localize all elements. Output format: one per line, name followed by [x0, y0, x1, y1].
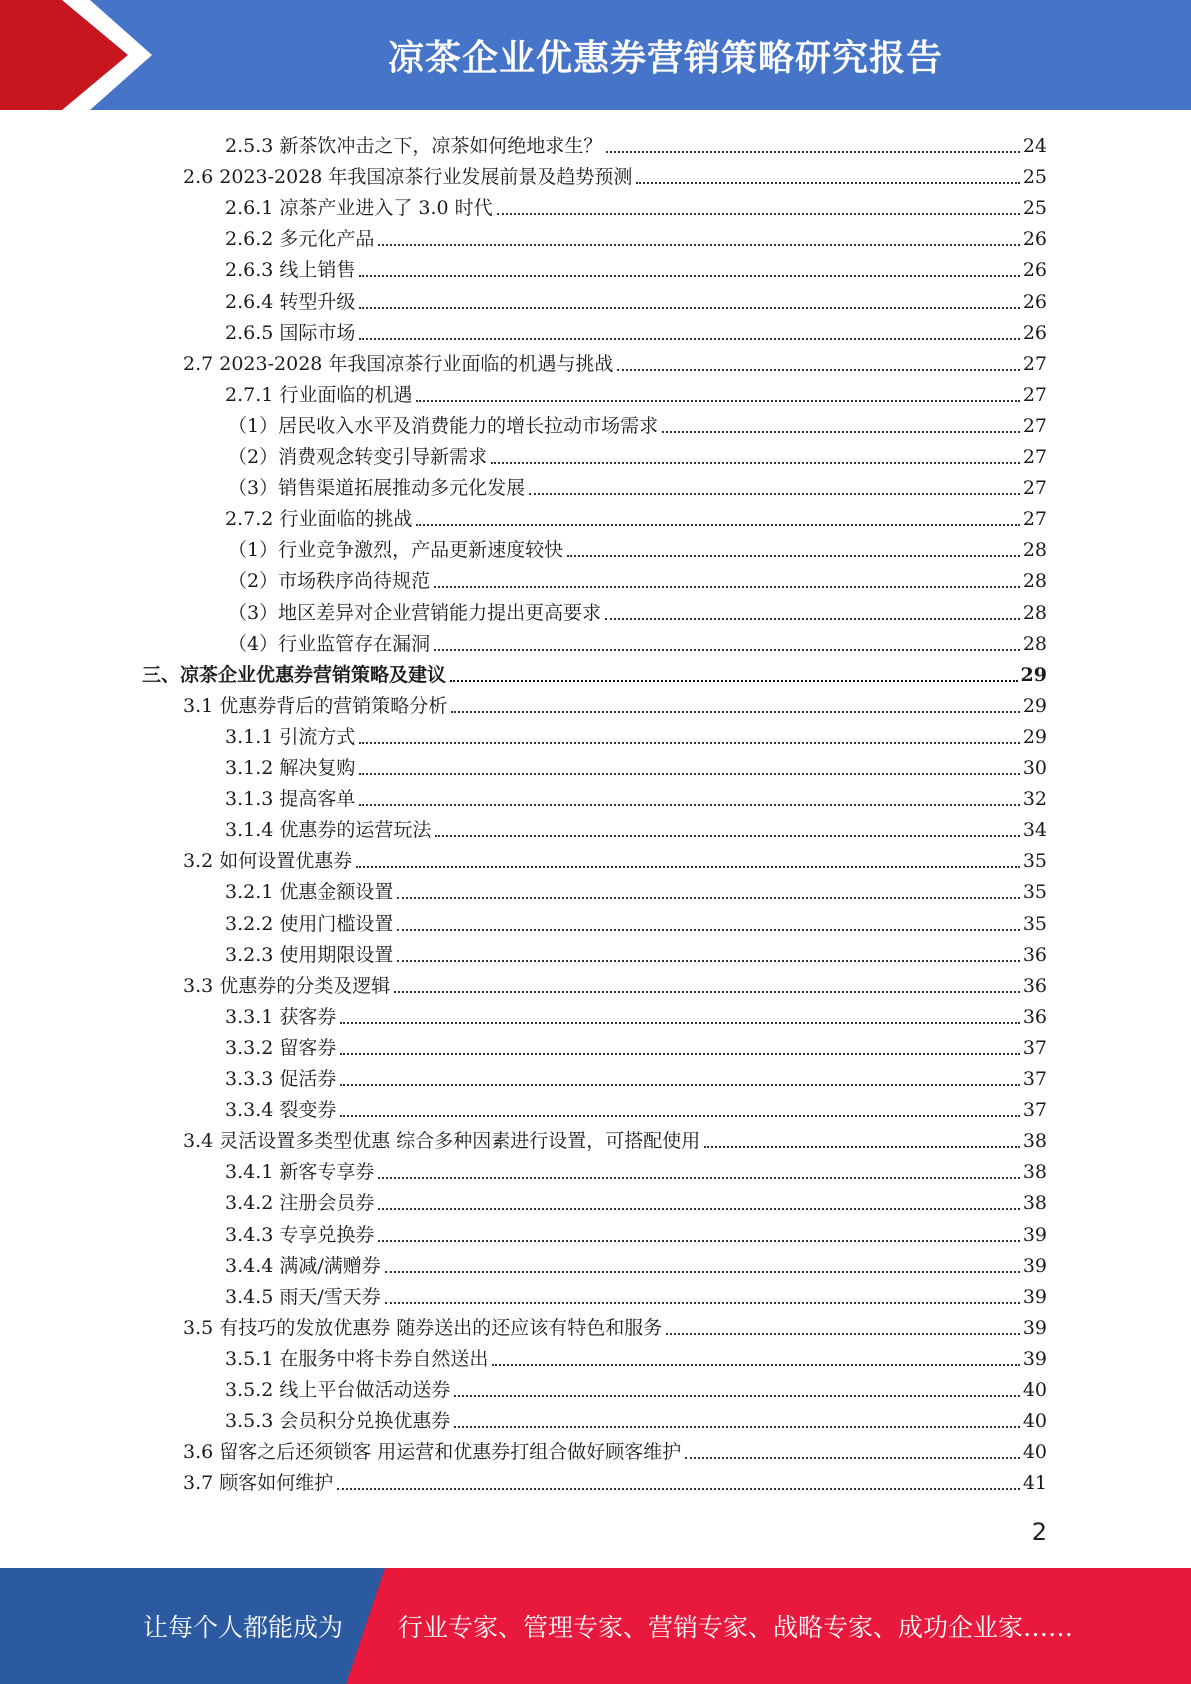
toc-entry-title: （1）居民收入水平及消费能力的增长拉动市场需求 — [228, 414, 659, 437]
toc-entry-title: 3.3.4 裂变券 — [225, 1099, 337, 1122]
toc-entry-title: 3.5.2 线上平台做活动送券 — [225, 1379, 451, 1401]
toc-dot-leader — [662, 430, 1020, 433]
toc-entry-title: （2）消费观念转变引导新需求 — [228, 446, 488, 468]
toc-entry — [225, 905, 1047, 936]
toc-dot-leader — [337, 1487, 1020, 1490]
toc-dot-leader — [497, 212, 1020, 215]
toc-entry-page: 39 — [1022, 1285, 1047, 1308]
toc-entry — [225, 1216, 1047, 1247]
toc-entry-title: 2.6 2023-2028 年我国凉茶行业发展前景及趋势预测 — [183, 166, 633, 189]
toc-entry-page: 29 — [1022, 725, 1047, 748]
toc-entry-page: 24 — [1022, 135, 1047, 157]
toc-dot-leader — [397, 896, 1019, 899]
toc-entry-title: 3.5 有技巧的发放优惠券 随券送出的还应该有特色和服务 — [183, 1316, 663, 1339]
toc-entry-page: 39 — [1022, 1316, 1047, 1339]
toc-entry-page: 29 — [1020, 663, 1047, 686]
toc-entry-title: 3.1.4 优惠券的运营玩法 — [225, 819, 432, 842]
toc-entry-title: 2.6.4 转型升级 — [225, 290, 356, 313]
toc-entry — [225, 376, 1047, 407]
toc-entry-page: 39 — [1022, 1223, 1047, 1246]
toc-dot-leader — [340, 1114, 1019, 1117]
toc-dot-leader — [359, 274, 1019, 277]
toc-entry-page: 25 — [1022, 197, 1047, 220]
toc-entry — [228, 469, 1047, 500]
page-footer — [0, 1568, 1191, 1684]
toc-entry-page: 40 — [1022, 1379, 1047, 1401]
toc-entry-title: （1）行业竞争激烈，产品更新速度较快 — [228, 539, 564, 562]
toc-entry-title: 3.3.2 留客券 — [225, 1036, 337, 1059]
toc-dot-leader — [529, 492, 1020, 495]
toc-dot-leader — [397, 959, 1019, 962]
toc-entry-title: 3.2.2 使用门槛设置 — [225, 912, 394, 935]
toc-dot-leader — [359, 803, 1019, 806]
toc-dot-leader — [359, 772, 1019, 775]
toc-entry-page: 36 — [1022, 943, 1047, 966]
toc-entry-page: 26 — [1022, 259, 1047, 282]
toc-dot-leader — [567, 554, 1020, 557]
toc-entry-page: 25 — [1022, 166, 1047, 189]
toc-dot-leader — [359, 741, 1019, 744]
toc-entry-title: 3.2.3 使用期限设置 — [225, 943, 394, 966]
toc-entry-title: 3.2.1 优惠金额设置 — [225, 881, 394, 904]
toc-entry — [228, 594, 1047, 625]
toc-entry-page: 32 — [1022, 788, 1047, 811]
toc-entry-title: 3.6 留客之后还须锁客 用运营和优惠券打组合做好顾客维护 — [183, 1441, 682, 1464]
toc-entry-page: 37 — [1022, 1099, 1047, 1122]
toc-entry-title: 3.4.4 满减/满赠券 — [225, 1254, 381, 1277]
toc-entry-page: 38 — [1022, 1192, 1047, 1215]
toc-entry — [225, 1340, 1047, 1371]
toc-dot-leader — [385, 1301, 1020, 1304]
toc-entry-page: 28 — [1022, 539, 1047, 562]
toc-entry-title: 3.2 如何设置优惠券 — [183, 850, 353, 873]
toc-entry-page: 28 — [1022, 632, 1047, 655]
toc-entry-title: 2.5.3 新茶饮冲击之下，凉茶如何绝地求生？ — [225, 135, 603, 157]
toc-entry-page: 34 — [1022, 819, 1047, 842]
footer-slogan-left: 让每个人都能成为 — [143, 1613, 344, 1642]
toc-entry-title: 3.3 优惠券的分类及逻辑 — [183, 974, 391, 997]
toc-dot-leader — [617, 368, 1019, 371]
toc-entry — [225, 1247, 1047, 1278]
toc-entry — [225, 283, 1047, 314]
toc-entry-title: 3.4.1 新客专享券 — [225, 1161, 375, 1184]
toc-entry-title: 3.5.3 会员积分兑换优惠券 — [225, 1410, 451, 1433]
toc-entry-page: 28 — [1022, 570, 1047, 593]
toc-entry — [225, 189, 1047, 220]
toc-entry-title: （3）销售渠道拓展推动多元化发展 — [228, 477, 526, 500]
toc-entry — [228, 407, 1047, 438]
toc-dot-leader — [378, 243, 1019, 246]
toc-entry-title: 2.6.2 多元化产品 — [225, 228, 375, 251]
toc-entry-page: 36 — [1022, 1005, 1047, 1028]
toc-entry — [225, 1091, 1047, 1122]
toc-entry — [228, 562, 1047, 593]
toc-dot-leader — [340, 1083, 1019, 1086]
toc-dot-leader — [359, 337, 1019, 340]
toc-entry-page: 27 — [1022, 383, 1047, 406]
toc-entry-page: 26 — [1022, 321, 1047, 344]
toc-dot-leader — [416, 399, 1019, 402]
toc-entry — [225, 1278, 1047, 1309]
toc-entry-page: 39 — [1022, 1347, 1047, 1370]
toc-entry-page: 39 — [1022, 1254, 1047, 1277]
toc-entry — [225, 1402, 1047, 1433]
page-header — [0, 0, 1191, 110]
toc-entry-page: 37 — [1022, 1068, 1047, 1090]
toc-entry — [225, 1371, 1047, 1402]
toc-dot-leader — [454, 1394, 1019, 1397]
toc-entry — [228, 625, 1047, 656]
toc-entry-page: 37 — [1022, 1036, 1047, 1059]
toc-entry-page: 38 — [1022, 1161, 1047, 1184]
toc-entry-page: 35 — [1022, 850, 1047, 873]
toc-entry — [225, 1060, 1047, 1091]
toc-entry-title: 3.7 顾客如何维护 — [183, 1472, 334, 1495]
toc-entry — [183, 687, 1047, 718]
toc-entry-title: （4）行业监管存在漏洞 — [228, 632, 431, 655]
toc-entry-page: 27 — [1022, 352, 1047, 375]
toc-entry-title: 2.7.1 行业面临的机遇 — [225, 383, 413, 406]
toc-entry-title: 2.6.3 线上销售 — [225, 259, 356, 282]
toc-entry — [225, 1029, 1047, 1060]
toc-dot-leader — [451, 710, 1020, 713]
toc-entry-title: 3.4 灵活设置多类型优惠 综合多种因素进行设置，可搭配使用 — [183, 1130, 701, 1153]
toc-entry-page: 38 — [1022, 1130, 1047, 1153]
toc-entry — [183, 967, 1047, 998]
toc-dot-leader — [434, 648, 1020, 651]
toc-dot-leader — [340, 1021, 1019, 1024]
toc-dot-leader — [340, 1052, 1019, 1055]
toc-entry-page: 29 — [1022, 694, 1047, 717]
toc-dot-leader — [397, 928, 1019, 931]
page-number: 2 — [1031, 1518, 1047, 1546]
toc-entry-page: 35 — [1022, 881, 1047, 904]
toc-dot-leader — [435, 834, 1019, 837]
toc-entry-title: 2.6.5 国际市场 — [225, 321, 356, 344]
toc-dot-leader — [636, 181, 1019, 184]
toc-dot-leader — [606, 150, 1019, 153]
toc-entry — [183, 158, 1047, 189]
toc-dot-leader — [685, 1456, 1020, 1459]
toc-dot-leader — [434, 585, 1020, 588]
toc-entry-title: 3.4.2 注册会员券 — [225, 1192, 375, 1215]
document-title: 凉茶企业优惠券营销策略研究报告 — [387, 37, 943, 79]
toc-entry-title: 2.7.2 行业面临的挑战 — [225, 508, 413, 531]
toc-entry-page: 36 — [1022, 974, 1047, 997]
toc-entry-page: 26 — [1022, 290, 1047, 313]
toc-entry — [228, 438, 1047, 469]
toc-entry-page: 27 — [1022, 414, 1047, 437]
toc-entry — [183, 1122, 1047, 1153]
toc-entry-page: 27 — [1022, 508, 1047, 531]
toc-entry-title: （2）市场秩序尚待规范 — [228, 570, 431, 593]
toc-entry — [183, 1433, 1047, 1464]
toc-entry — [183, 1309, 1047, 1340]
toc-entry — [183, 345, 1047, 376]
toc-dot-leader — [378, 1239, 1019, 1242]
toc-entry-title: 3.5.1 在服务中将卡券自然送出 — [225, 1347, 489, 1370]
toc-entry-title: 3.4.5 雨天/雪天券 — [225, 1285, 381, 1308]
toc-entry — [225, 500, 1047, 531]
toc-entry — [183, 1464, 1047, 1495]
toc-dot-leader — [378, 1176, 1019, 1179]
toc-entry-page: 27 — [1022, 477, 1047, 500]
toc-entry-title: 3.1.2 解决复购 — [225, 757, 356, 779]
toc-entry-title: 3.4.3 专享兑换券 — [225, 1223, 375, 1246]
toc-entry-page: 40 — [1022, 1410, 1047, 1433]
toc-entry — [225, 220, 1047, 251]
toc-dot-leader — [359, 306, 1019, 309]
toc-entry-title: 3.1 优惠券背后的营销策略分析 — [183, 694, 448, 717]
toc-dot-leader — [450, 679, 1018, 682]
toc-dot-leader — [454, 1425, 1019, 1428]
toc-entry — [225, 1153, 1047, 1184]
toc-dot-leader — [492, 1363, 1019, 1366]
toc-entry-title: 3.1.3 提高客单 — [225, 788, 356, 811]
toc-entry — [228, 531, 1047, 562]
toc-entry-page: 40 — [1022, 1441, 1047, 1464]
toc-entry — [225, 749, 1047, 780]
toc-entry-page: 27 — [1022, 446, 1047, 468]
toc-dot-leader — [394, 990, 1020, 993]
toc-dot-leader — [605, 617, 1020, 620]
toc-entry — [225, 811, 1047, 842]
toc-entry-page: 41 — [1022, 1472, 1047, 1495]
toc-entry — [183, 842, 1047, 873]
toc-entry-title: 2.6.1 凉茶产业进入了 3.0 时代 — [225, 197, 493, 220]
toc-entry-page: 26 — [1022, 228, 1047, 251]
toc-entry — [225, 718, 1047, 749]
toc-dot-leader — [416, 523, 1019, 526]
toc-dot-leader — [666, 1332, 1020, 1335]
toc-entry — [225, 780, 1047, 811]
toc-dot-leader — [356, 865, 1020, 868]
toc-entry — [225, 998, 1047, 1029]
toc-entry-title: 3.3.1 获客券 — [225, 1005, 337, 1028]
toc-dot-leader — [385, 1270, 1020, 1273]
footer-slogan-right: 行业专家、管理专家、营销专家、战略专家、成功企业家…… — [398, 1613, 1074, 1642]
toc-entry — [225, 127, 1047, 158]
toc-dot-leader — [704, 1145, 1020, 1148]
toc-entry-page: 35 — [1022, 912, 1047, 935]
toc-dot-leader — [378, 1207, 1019, 1210]
toc-entry-title: 3.1.1 引流方式 — [225, 725, 356, 748]
toc-entry — [225, 1184, 1047, 1215]
header-arrow-decoration — [0, 0, 160, 110]
toc-dot-leader — [491, 461, 1020, 464]
toc-entry — [225, 936, 1047, 967]
toc-entry-title: 2.7 2023-2028 年我国凉茶行业面临的机遇与挑战 — [183, 352, 614, 375]
toc-entry-page: 28 — [1022, 601, 1047, 624]
toc-entry-title: （3）地区差异对企业营销能力提出更高要求 — [228, 601, 602, 624]
toc-entry-title: 3.3.3 促活券 — [225, 1068, 337, 1090]
toc-entry-title: 三、凉茶企业优惠券营销策略及建议 — [142, 663, 447, 686]
toc-entry-page: 30 — [1022, 757, 1047, 779]
toc-entry — [225, 251, 1047, 282]
toc-entry — [142, 656, 1047, 687]
toc-entry — [225, 314, 1047, 345]
toc-entry — [225, 873, 1047, 904]
